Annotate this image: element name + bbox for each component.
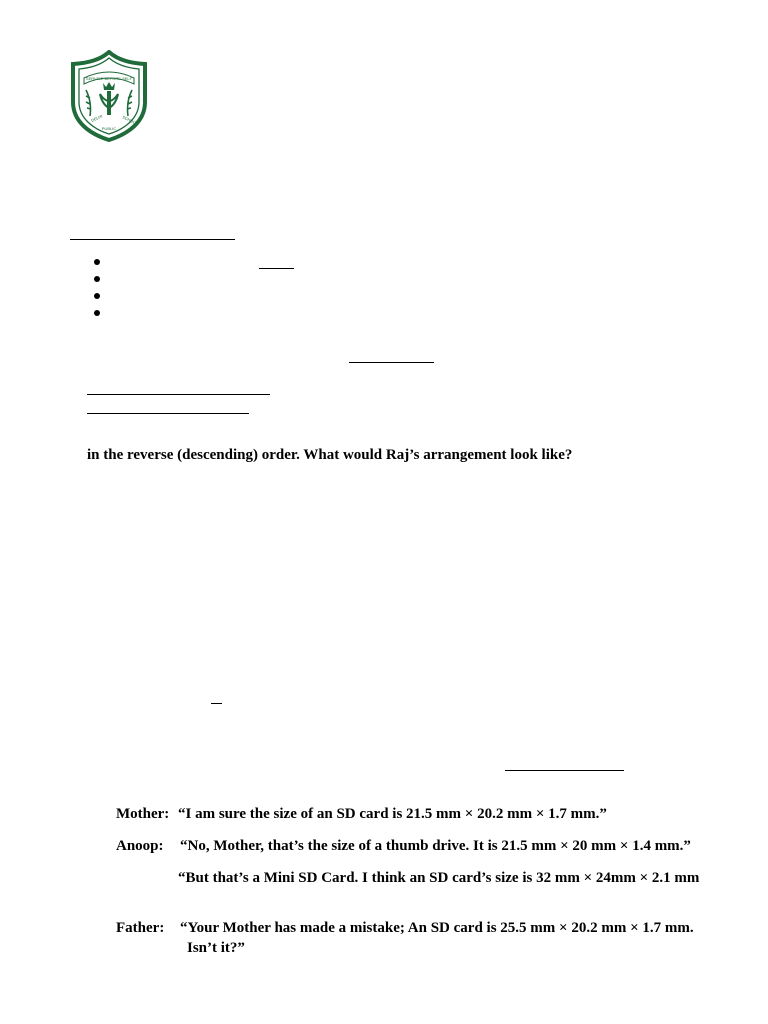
list-bullet [94, 276, 100, 282]
svg-text:SCHOOL: SCHOOL [121, 114, 140, 127]
dialogue-text: Isn’t it?” [187, 940, 245, 956]
heading-underline [70, 239, 235, 240]
list-bullet [94, 259, 100, 265]
dialogue-text: “But that’s a Mini SD Card. I think an SD card’s size is 32 mm × 24mm × 2.1 mm [178, 870, 700, 886]
dialogue-line [178, 870, 699, 887]
speaker-label: Father: [116, 920, 165, 936]
list-bullet [94, 310, 100, 316]
blank-underline [259, 268, 294, 269]
dialogue-line [187, 940, 245, 957]
dialogue-text: “No, Mother, that’s the size of a thumb drive. It is 21.5 mm × 20 mm × 1.4 mm.” [180, 838, 691, 854]
dialogue-line [116, 806, 607, 823]
dialogue-text: “Your Mother has made a mistake; An SD card is 25.5 mm × 20.2 mm × 1.7 mm. [180, 920, 694, 936]
speaker-label: Anoop: [116, 838, 164, 854]
svg-text:SERVICE BEFORE SELF: SERVICE BEFORE SELF [85, 76, 133, 81]
list-bullet [94, 293, 100, 299]
school-logo [70, 50, 148, 142]
dialogue-line [116, 838, 691, 855]
blank-underline [87, 413, 249, 414]
blank-underline [505, 770, 624, 771]
blank-underline [211, 703, 222, 704]
svg-text:PUBLIC: PUBLIC [101, 126, 117, 131]
speaker-label: Mother: [116, 806, 170, 822]
school-crest-icon [70, 50, 148, 142]
blank-underline [349, 362, 434, 363]
dialogue-text: “I am sure the size of an SD card is 21.5 mm × 20.2 mm × 1.7 mm.” [178, 806, 607, 822]
svg-text:DELHI: DELHI [90, 113, 104, 123]
question-text: in the reverse (descending) order. What would Raj’s arrangement look like? [87, 447, 573, 463]
blank-underline [87, 394, 270, 395]
dialogue-line [116, 920, 694, 937]
